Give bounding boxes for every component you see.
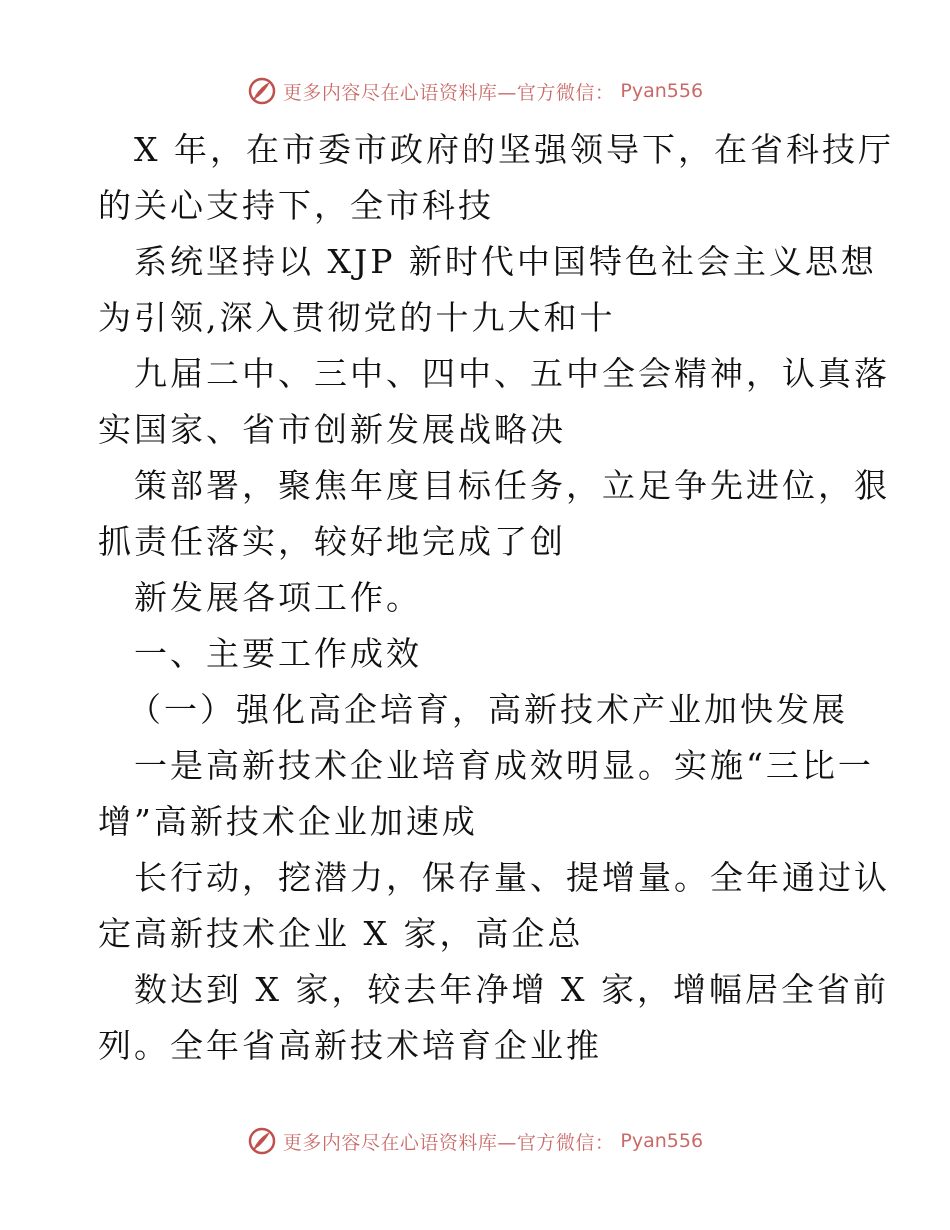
text-line: 为引领,深入贯彻党的十九大和十	[98, 298, 616, 337]
watermark-text: 更多内容尽在心语资料库—官方微信：	[282, 81, 615, 104]
text-line: 实国家、省市创新发展战略决	[98, 410, 566, 449]
watermark-brand: Pyan556	[620, 80, 704, 102]
text-line: 定高新技术企业 X 家，高企总	[98, 914, 584, 953]
quill-logo-icon	[247, 76, 277, 106]
text-line: 九届二中、三中、四中、五中全会精神，认真落	[134, 354, 890, 393]
document-body	[98, 122, 894, 1074]
text-line: 抓责任落实，较好地完成了创	[98, 522, 566, 561]
text-line: 系统坚持以 XJP 新时代中国特色社会主义思想	[134, 242, 877, 281]
quill-logo-icon	[247, 1126, 277, 1156]
text-line: （一）强化高企培育，高新技术产业加快发展	[128, 690, 848, 729]
text-line: 长行动，挖潜力，保存量、提增量。全年通过认	[134, 858, 890, 897]
text-line: 列。全年省高新技术培育企业推	[98, 1026, 602, 1065]
watermark-brand: Pyan556	[620, 1130, 704, 1152]
text-line: 策部署，聚焦年度目标任务，立足争先进位，狠	[134, 466, 890, 505]
text-line: 新发展各项工作。	[134, 578, 422, 617]
text-line: 一是高新技术企业培育成效明显。实施“三比一	[134, 746, 874, 785]
footer-watermark	[0, 1124, 950, 1158]
text-line: 增”高新技术企业加速成	[98, 802, 478, 841]
text-line: 数达到 X 家，较去年净增 X 家，增幅居全省前	[134, 970, 889, 1009]
text-line: 一、主要工作成效	[134, 634, 422, 673]
text-line: 的关心支持下，全市科技	[98, 186, 494, 225]
header-watermark	[0, 74, 950, 108]
text-line: X 年，在市委市政府的坚强领导下，在省科技厅	[134, 130, 894, 169]
watermark-text: 更多内容尽在心语资料库—官方微信：	[282, 1131, 615, 1154]
